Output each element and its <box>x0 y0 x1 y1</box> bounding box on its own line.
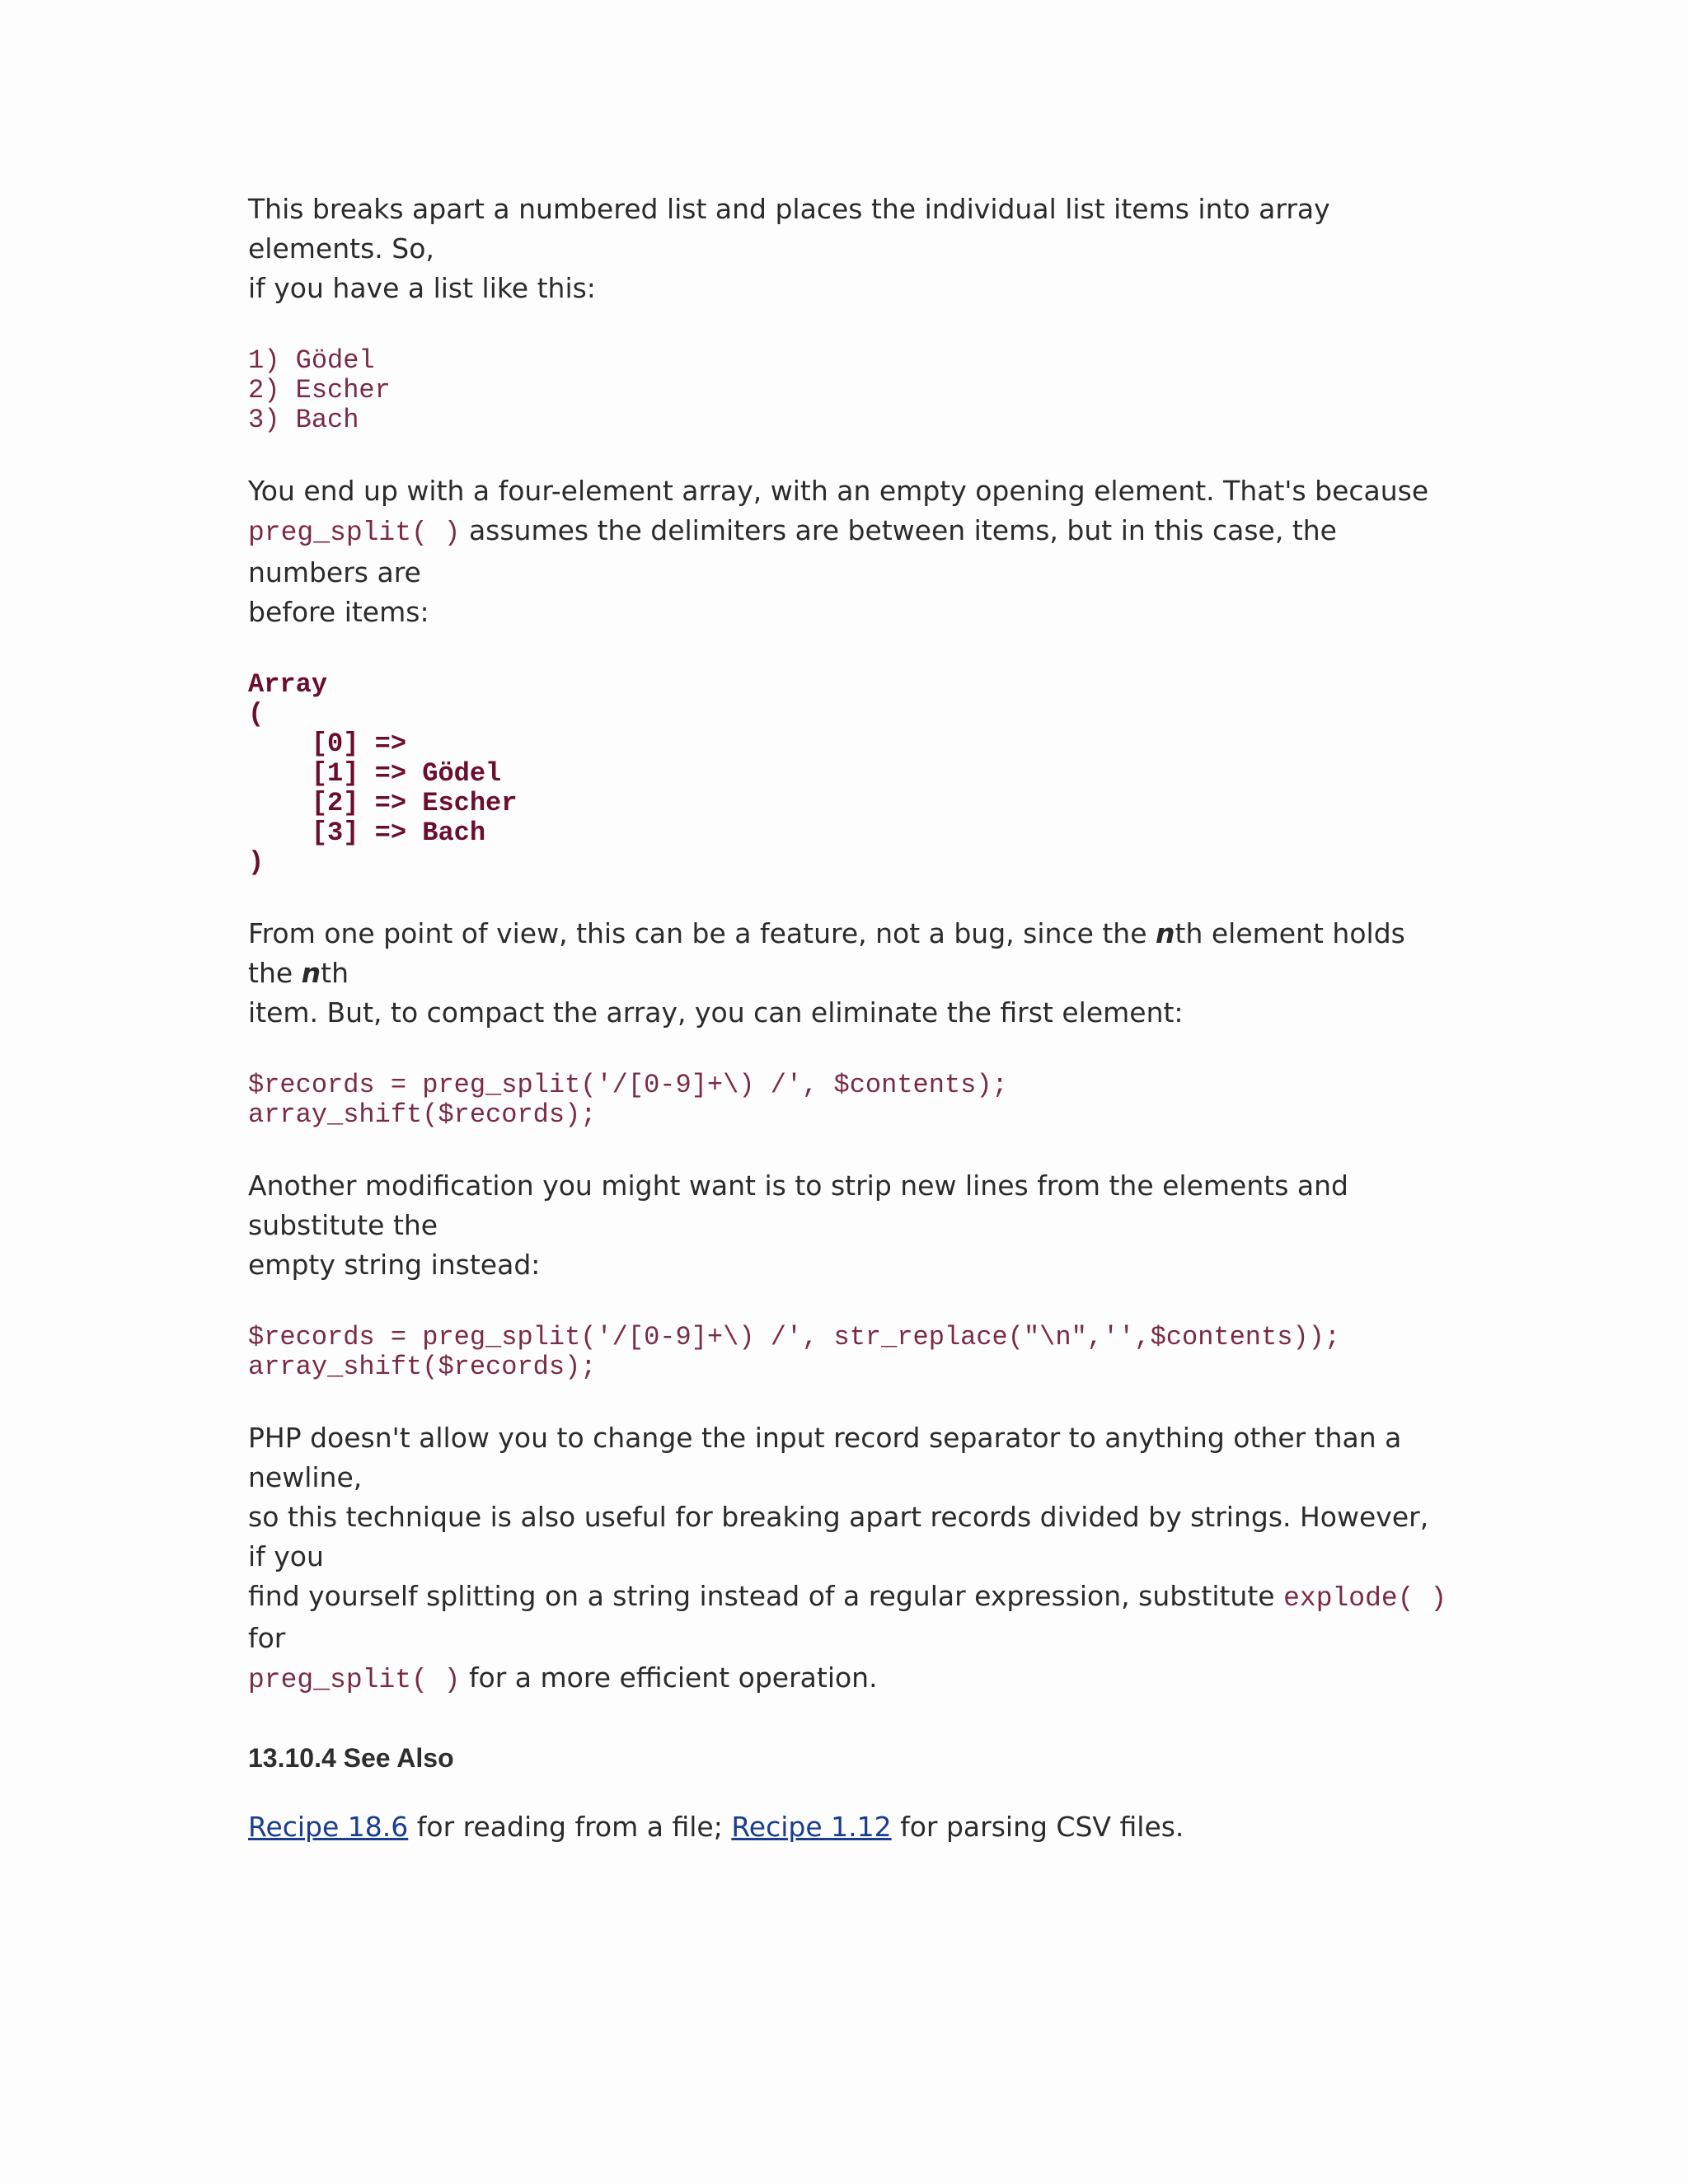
array-output-block <box>248 670 1451 878</box>
text-span: assumes the delimiters are between items, but in this case, the numbers are <box>248 514 1337 588</box>
text-line: You end up with a four-element array, with an empty opening element. That's because <box>248 475 1429 507</box>
document-page <box>248 190 1451 1847</box>
text-line: PHP doesn't allow you to change the input record separator to anything other than a newline, <box>248 1422 1402 1493</box>
code-line: [3] => Bach <box>248 818 486 848</box>
text-line: before items: <box>248 596 429 628</box>
text-line: so this technique is also useful for breaking apart records divided by strings. However, if you <box>248 1501 1429 1572</box>
emphasis-n: n <box>1156 917 1175 949</box>
code-line: [2] => Escher <box>248 788 518 818</box>
inline-code: preg_split( ) <box>248 518 461 548</box>
emphasis-n: n <box>301 957 321 989</box>
text-line: if you have a list like this: <box>248 272 596 304</box>
code-line: ) <box>248 847 265 878</box>
code-line: array_shift($records); <box>248 1352 597 1382</box>
code-list-example <box>248 346 1451 435</box>
text-line <box>248 1577 1451 1658</box>
paragraph-explanation <box>248 471 1451 632</box>
code-line: ( <box>248 699 265 729</box>
code-line: 2) Escher <box>248 375 391 405</box>
inline-code: preg_split( ) <box>248 1665 461 1695</box>
section-heading: 13.10.4 See Also <box>248 1743 454 1773</box>
text-span: find yourself splitting on a string instead of a regular expression, substitute <box>248 1580 1284 1612</box>
code-line: 3) Bach <box>248 405 359 435</box>
text-line: empty string instead: <box>248 1249 541 1281</box>
code-line: $records = preg_split('/[0-9]+\) /', $contents); <box>248 1070 1008 1100</box>
paragraph-separator <box>248 1418 1451 1700</box>
inline-code: explode( ) <box>1283 1583 1447 1614</box>
code-line: [1] => Gödel <box>248 758 502 789</box>
text-span: for reading from a file; <box>408 1811 732 1843</box>
text-line: item. But, to compact the array, you can eliminate the first element: <box>248 996 1184 1029</box>
paragraph-intro <box>248 190 1451 308</box>
text-line <box>248 914 1451 993</box>
text-span: for parsing CSV files. <box>891 1811 1184 1843</box>
recipe-1-12-link[interactable]: Recipe 1.12 <box>731 1811 892 1843</box>
text-line <box>248 1658 1451 1700</box>
text-span: th <box>321 957 349 989</box>
text-span: for <box>248 1622 286 1654</box>
paragraph-feature <box>248 914 1451 1033</box>
text-span: From one point of view, this can be a feature, not a bug, since the <box>248 917 1156 949</box>
text-span: th element holds the <box>248 917 1405 989</box>
code-line: Array <box>248 669 328 700</box>
text-line: This breaks apart a numbered list and places the individual list items into array elements. So, <box>248 193 1330 265</box>
paragraph-see-also <box>248 1807 1451 1847</box>
text-span: for a more efficient operation. <box>460 1661 878 1694</box>
paragraph-modification <box>248 1166 1451 1285</box>
code-block-str-replace <box>248 1323 1451 1382</box>
text-line: Another modification you might want is to strip new lines from the elements and substitute the <box>248 1169 1348 1241</box>
code-line: array_shift($records); <box>248 1099 597 1130</box>
code-line: [0] => <box>248 729 407 759</box>
recipe-18-6-link[interactable]: Recipe 18.6 <box>248 1811 409 1843</box>
code-line: 1) Gödel <box>248 345 375 376</box>
code-line: $records = preg_split('/[0-9]+\) /', str_replace("\n",'',$contents)); <box>248 1322 1341 1352</box>
text-line <box>248 511 1451 593</box>
code-block-array-shift <box>248 1071 1451 1130</box>
